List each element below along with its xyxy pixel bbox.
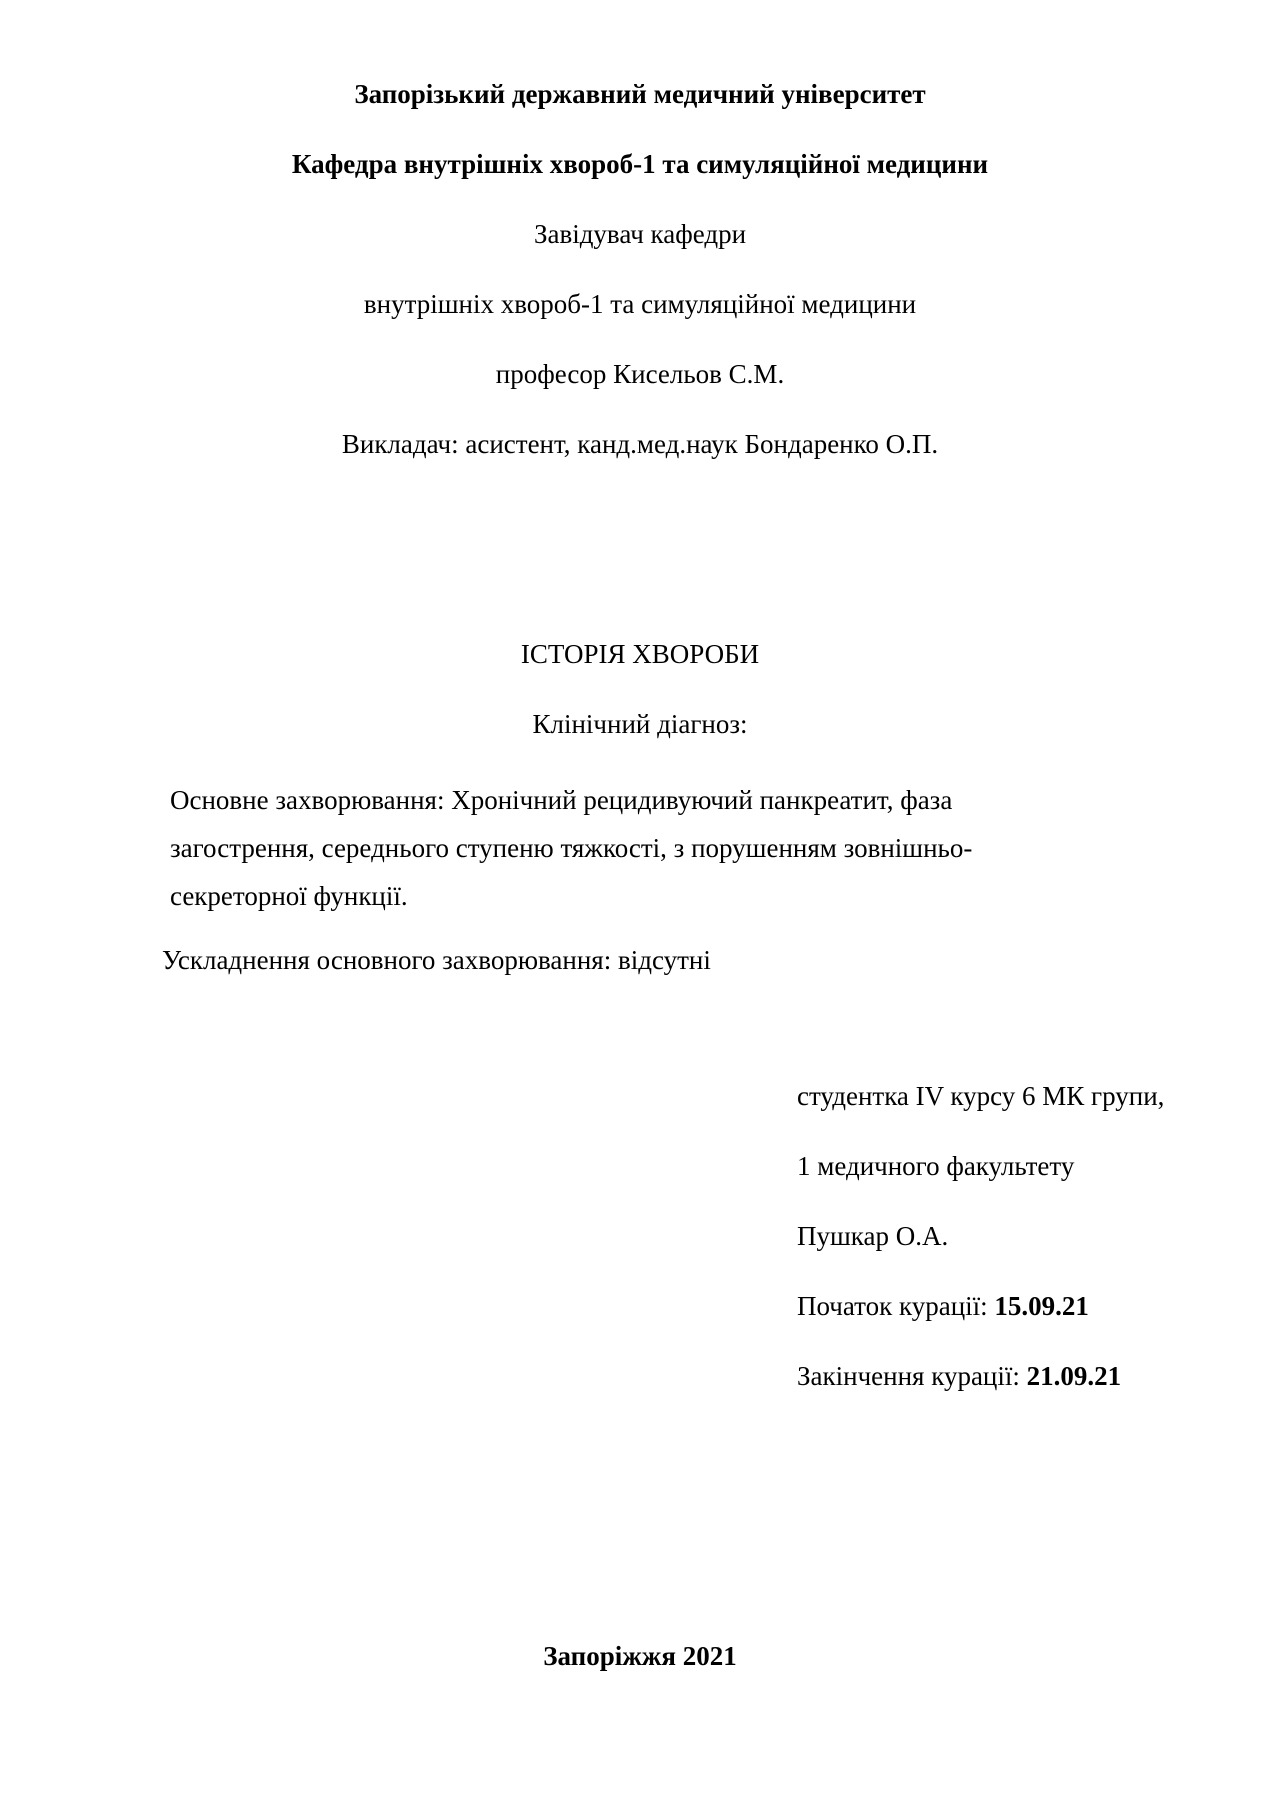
department-name: Кафедра внутрішніх хвороб-1 та симуляційної медицини [291, 149, 989, 179]
curation-end-date: 21.09.21 [1026, 1361, 1122, 1391]
complications-line: Ускладнення основного захворювання: відсутні [162, 945, 711, 975]
curation-start [797, 1290, 1089, 1322]
university-name: Запорізький державний медичний університет [354, 79, 926, 109]
document-title: ІСТОРІЯ ХВОРОБИ [520, 639, 760, 669]
curation-start-label: Початок курації: [797, 1291, 988, 1321]
main-disease [170, 776, 1070, 920]
main-disease-line: секреторної функції. [170, 881, 408, 911]
head-department: внутрішніх хвороб-1 та симуляційної медицини [363, 289, 917, 319]
head-name: професор Кисельов С.М. [495, 359, 785, 389]
curation-end-label: Закінчення курації: [797, 1361, 1020, 1391]
main-disease-line: Основне захворювання: Хронічний рецидивуючий панкреатит, фаза [170, 785, 953, 815]
curation-end [797, 1360, 1121, 1392]
city-year: Запоріжжя 2021 [543, 1641, 737, 1671]
curation-start-date: 15.09.21 [994, 1291, 1089, 1321]
teacher-line: Викладач: асистент, канд.мед.наук Бондаренко О.П. [341, 429, 939, 459]
student-course-group: студентка IV курсу 6 МК групи, [797, 1081, 1165, 1111]
student-name: Пушкар О.А. [797, 1221, 949, 1251]
head-title: Завідувач кафедри [533, 219, 747, 249]
student-faculty: 1 медичного факультету [797, 1151, 1075, 1181]
diagnosis-label: Клінічний діагноз: [532, 709, 748, 739]
main-disease-line: загострення, середнього ступеню тяжкості, з порушенням зовнішньо- [170, 833, 973, 863]
